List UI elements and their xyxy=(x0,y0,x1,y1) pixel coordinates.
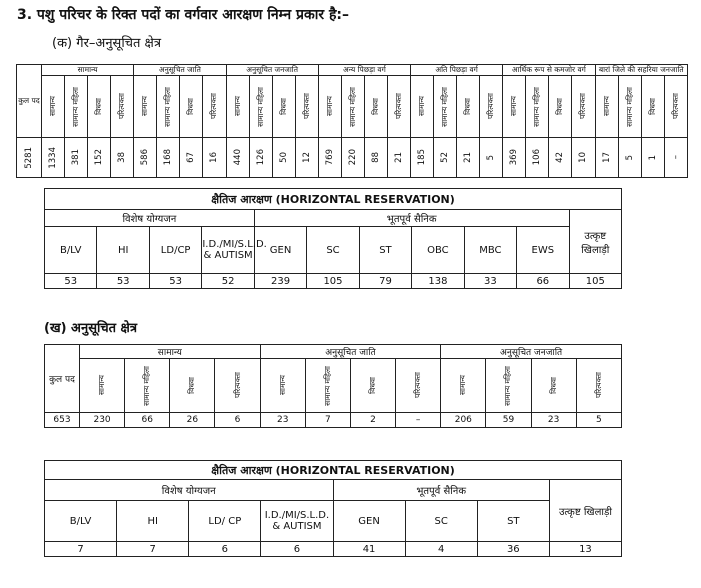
cell-text: सामान्य xyxy=(324,96,334,117)
cell-text: 1 xyxy=(647,154,658,161)
subcategory-header xyxy=(341,76,364,138)
scheduled-area-table xyxy=(44,344,622,428)
category-header: बारां जिले की सहरिया जनजाति xyxy=(595,65,688,76)
value-cell: 66 xyxy=(125,413,170,428)
cell-text: सामान्य महिला xyxy=(255,86,265,127)
section-a-title: (क) गैर–अनुसूचित क्षेत्र xyxy=(52,36,161,51)
subcategory-header xyxy=(664,76,687,138)
cell-text: परित्यक्ता xyxy=(117,93,127,120)
total-posts-value xyxy=(17,138,42,178)
subcategory-header xyxy=(111,76,134,138)
cell-text: विधवा xyxy=(94,98,104,115)
category-header: अनुसूचित जाति xyxy=(134,65,226,76)
subcategory-header xyxy=(572,76,595,138)
subheader-row xyxy=(17,76,688,138)
value-cell: 41 xyxy=(333,542,405,557)
value-row xyxy=(45,413,622,428)
value-cell xyxy=(572,138,595,178)
column-header: HI xyxy=(97,227,149,274)
column-header: SC xyxy=(405,501,477,542)
column-header: I.D./MI/S.L.D. & AUTISM xyxy=(261,501,333,542)
value-cell: 66 xyxy=(517,274,569,289)
cell-text: 185 xyxy=(417,149,428,166)
value-cell xyxy=(180,138,203,178)
subcategory-header xyxy=(180,76,203,138)
cell-text: 16 xyxy=(209,152,220,163)
subcategory-header xyxy=(387,76,410,138)
column-header: ST xyxy=(477,501,549,542)
cell-text: परित्यक्ता xyxy=(209,93,219,120)
cell-text: सामान्य xyxy=(140,96,150,117)
subcategory-header xyxy=(88,76,111,138)
cell-text: सामान्य महिला xyxy=(503,365,513,406)
column-header: LD/ CP xyxy=(189,501,261,542)
cell-text: सामान्य महिला xyxy=(440,86,450,127)
subcategory-header xyxy=(215,359,260,413)
subcategory-header xyxy=(80,359,125,413)
column-header: ST xyxy=(359,227,411,274)
column-row xyxy=(45,227,622,274)
cell-text: परित्यक्ता xyxy=(578,93,588,120)
cell-text: सामान्य xyxy=(48,96,58,117)
header-row xyxy=(17,65,688,76)
cell-text: परित्यक्ता xyxy=(393,93,403,120)
value-cell: 53 xyxy=(149,274,201,289)
value-cell xyxy=(664,138,687,178)
cell-text: 50 xyxy=(278,152,289,163)
cell-text: 769 xyxy=(324,149,335,166)
value-cell xyxy=(295,138,318,178)
subcategory-header xyxy=(595,76,618,138)
cell-text: 88 xyxy=(370,152,381,163)
category-header: अनुसूचित जनजाति xyxy=(441,345,622,359)
value-cell xyxy=(65,138,88,178)
value-cell: 36 xyxy=(477,542,549,557)
cell-text: सामान्य महिला xyxy=(163,86,173,127)
value-cell xyxy=(526,138,549,178)
cell-text: परित्यक्ता xyxy=(593,372,603,399)
sportsperson-header: उत्कृष्ट खिलाड़ी xyxy=(549,480,621,542)
value-cell xyxy=(411,138,434,178)
value-cell: 59 xyxy=(486,413,531,428)
cell-text: परित्यक्ता xyxy=(486,93,496,120)
subcategory-header xyxy=(549,76,572,138)
value-cell xyxy=(457,138,480,178)
value-cell: 6 xyxy=(261,542,333,557)
cell-text: विधवा xyxy=(187,377,197,394)
subcategory-header xyxy=(526,76,549,138)
subcategory-header xyxy=(411,76,434,138)
cell-text: 381 xyxy=(71,149,82,166)
ex-servicemen-header: भूतपूर्व सैनिक xyxy=(254,210,569,227)
subcategory-header xyxy=(157,76,180,138)
value-cell xyxy=(134,138,157,178)
value-cell xyxy=(341,138,364,178)
column-row xyxy=(45,501,622,542)
value-cell: 206 xyxy=(441,413,486,428)
cell-text: 5 xyxy=(624,154,635,161)
value-cell xyxy=(618,138,641,178)
subcategory-header xyxy=(226,76,249,138)
cell-text: 38 xyxy=(117,152,128,163)
cell-text: 106 xyxy=(532,149,543,166)
cell-text: सामान्य महिला xyxy=(71,86,81,127)
subcategory-header xyxy=(260,359,305,413)
value-cell: 4 xyxy=(405,542,477,557)
column-header: GEN xyxy=(254,227,306,274)
cell-text: परित्यक्ता xyxy=(301,93,311,120)
subcategory-header xyxy=(441,359,486,413)
value-cell xyxy=(157,138,180,178)
section-b-title: (ख) अनुसूचित क्षेत्र xyxy=(44,321,138,336)
header-row xyxy=(45,345,622,359)
subcategory-header xyxy=(364,76,387,138)
subcategory-header xyxy=(486,359,531,413)
horizontal-reservation-table-a xyxy=(44,188,622,289)
value-cell: 52 xyxy=(202,274,254,289)
cell-text: विधवा xyxy=(370,98,380,115)
value-cell xyxy=(226,138,249,178)
category-header: अनुसूचित जनजाति xyxy=(226,65,318,76)
value-cell: 53 xyxy=(45,274,97,289)
cell-text: विधवा xyxy=(548,377,558,394)
value-cell xyxy=(111,138,134,178)
value-cell: 6 xyxy=(215,413,260,428)
subcategory-header xyxy=(249,76,272,138)
cell-text: सामान्य महिला xyxy=(322,365,332,406)
title-row xyxy=(45,461,622,480)
cell-text: 152 xyxy=(94,149,105,166)
special-abled-header: विशेष योग्यजन xyxy=(45,210,255,227)
horizontal-reservation-table-b xyxy=(44,460,622,557)
value-cell xyxy=(364,138,387,178)
subheader-row xyxy=(45,359,622,413)
subcategory-header xyxy=(125,359,170,413)
horizontal-reservation-title: क्षैतिज आरक्षण (HORIZONTAL RESERVATION) xyxy=(45,461,622,480)
subcategory-header xyxy=(134,76,157,138)
cell-text: परित्यक्ता xyxy=(413,372,423,399)
subcategory-header xyxy=(434,76,457,138)
value-cell xyxy=(503,138,526,178)
value-cell: – xyxy=(396,413,441,428)
subcategory-header xyxy=(396,359,441,413)
value-row xyxy=(17,138,688,178)
value-row xyxy=(45,274,622,289)
subcategory-header xyxy=(480,76,503,138)
value-cell xyxy=(387,138,410,178)
value-cell xyxy=(480,138,503,178)
column-header: MBC xyxy=(464,227,516,274)
page-heading: 3. पशु परिचर के रिक्त पदों का वर्गवार आरक्षण निम्न प्रकार है:– xyxy=(17,7,350,23)
subcategory-header xyxy=(318,76,341,138)
cell-text: सामान्य महिला xyxy=(142,365,152,406)
value-cell xyxy=(318,138,341,178)
cell-text: 52 xyxy=(440,152,451,163)
cell-text: 1334 xyxy=(48,146,59,169)
cell-text: सामान्य xyxy=(97,375,107,396)
value-cell: 105 xyxy=(569,274,621,289)
value-cell: 7 xyxy=(117,542,189,557)
subcategory-header xyxy=(203,76,226,138)
ex-servicemen-header: भूतपूर्व सैनिक xyxy=(333,480,549,501)
cell-text: सामान्य xyxy=(232,96,242,117)
value-cell: 105 xyxy=(307,274,359,289)
cell-text: विधवा xyxy=(278,98,288,115)
cell-text: 42 xyxy=(555,152,566,163)
subcategory-header xyxy=(576,359,621,413)
value-cell xyxy=(641,138,664,178)
subcategory-header xyxy=(531,359,576,413)
value-cell: 7 xyxy=(305,413,350,428)
category-header: सामान्य xyxy=(42,65,134,76)
total-posts-header: कुल पद xyxy=(45,345,80,413)
cell-text: 220 xyxy=(347,149,358,166)
cell-text: 168 xyxy=(163,149,174,166)
cell-text: 586 xyxy=(140,149,151,166)
category-header: अति पिछड़ा वर्ग xyxy=(411,65,503,76)
cell-text: 67 xyxy=(186,152,197,163)
column-header: OBC xyxy=(412,227,464,274)
cell-text: 440 xyxy=(232,149,243,166)
cell-text: सामान्य xyxy=(417,96,427,117)
value-cell xyxy=(434,138,457,178)
cell-text: 21 xyxy=(393,152,404,163)
column-header: I.D./MI/S.L.D. & AUTISM xyxy=(202,227,254,274)
cell-text: परित्यक्ता xyxy=(670,93,680,120)
subcategory-header xyxy=(295,76,318,138)
cell-text: 17 xyxy=(601,152,612,163)
column-header: B/LV xyxy=(45,227,97,274)
subcategory-header xyxy=(350,359,395,413)
value-cell: 6 xyxy=(189,542,261,557)
value-cell: 239 xyxy=(254,274,306,289)
cell-text: सामान्य xyxy=(509,96,519,117)
column-header: SC xyxy=(307,227,359,274)
title-row xyxy=(45,189,622,210)
cell-text: 369 xyxy=(509,149,520,166)
cell-text: 21 xyxy=(463,152,474,163)
value-row xyxy=(45,542,622,557)
group-row xyxy=(45,210,622,227)
value-cell xyxy=(595,138,618,178)
column-header: B/LV xyxy=(45,501,117,542)
value-cell: 7 xyxy=(45,542,117,557)
value-cell: 138 xyxy=(412,274,464,289)
subcategory-header xyxy=(503,76,526,138)
value-cell: 79 xyxy=(359,274,411,289)
subcategory-header xyxy=(305,359,350,413)
group-row xyxy=(45,480,622,501)
sportsperson-header: उत्कृष्ट खिलाड़ी xyxy=(569,210,621,274)
cell-text: विधवा xyxy=(368,377,378,394)
cell-text: 5281 xyxy=(24,146,34,169)
cell-text: सामान्य xyxy=(458,375,468,396)
value-cell: 33 xyxy=(464,274,516,289)
value-cell: 23 xyxy=(531,413,576,428)
cell-text: परित्यक्ता xyxy=(232,372,242,399)
cell-text: 126 xyxy=(255,149,266,166)
column-header: GEN xyxy=(333,501,405,542)
subcategory-header xyxy=(65,76,88,138)
cell-text: – xyxy=(670,155,681,160)
column-header: EWS xyxy=(517,227,569,274)
horizontal-reservation-title: क्षैतिज आरक्षण (HORIZONTAL RESERVATION) xyxy=(45,189,622,210)
cell-text: सामान्य महिला xyxy=(624,86,634,127)
category-header: अन्य पिछड़ा वर्ग xyxy=(318,65,410,76)
cell-text: 12 xyxy=(301,152,312,163)
total-posts-value: 653 xyxy=(45,413,80,428)
value-cell: 2 xyxy=(350,413,395,428)
value-cell: 5 xyxy=(576,413,621,428)
column-header: HI xyxy=(117,501,189,542)
value-cell xyxy=(549,138,572,178)
value-cell xyxy=(203,138,226,178)
subcategory-header xyxy=(618,76,641,138)
category-header: सामान्य xyxy=(80,345,261,359)
value-cell: 53 xyxy=(97,274,149,289)
cell-text: विधवा xyxy=(555,98,565,115)
subcategory-header xyxy=(272,76,295,138)
value-cell: 23 xyxy=(260,413,305,428)
value-cell xyxy=(249,138,272,178)
cell-text: सामान्य xyxy=(601,96,611,117)
cell-text: 5 xyxy=(486,154,497,161)
category-header: आर्थिक रूप से कमजोर वर्ग xyxy=(503,65,595,76)
cell-text: सामान्य महिला xyxy=(532,86,542,127)
value-cell: 230 xyxy=(80,413,125,428)
value-cell xyxy=(42,138,65,178)
cell-text: विधवा xyxy=(186,98,196,115)
column-header: LD/CP xyxy=(149,227,201,274)
subcategory-header xyxy=(457,76,480,138)
cell-text: सामान्य xyxy=(277,375,287,396)
cell-text: सामान्य महिला xyxy=(347,86,357,127)
cell-text: 10 xyxy=(578,152,589,163)
subcategory-header xyxy=(170,359,215,413)
cell-text: विधवा xyxy=(647,98,657,115)
subcategory-header xyxy=(641,76,664,138)
value-cell xyxy=(88,138,111,178)
value-cell: 26 xyxy=(170,413,215,428)
cell-text: विधवा xyxy=(463,98,473,115)
total-posts-header: कुल पद xyxy=(17,65,42,138)
non-scheduled-area-table xyxy=(16,64,688,178)
value-cell xyxy=(272,138,295,178)
subcategory-header xyxy=(42,76,65,138)
category-header: अनुसूचित जाति xyxy=(260,345,441,359)
special-abled-header: विशेष योग्यजन xyxy=(45,480,334,501)
value-cell: 13 xyxy=(549,542,621,557)
